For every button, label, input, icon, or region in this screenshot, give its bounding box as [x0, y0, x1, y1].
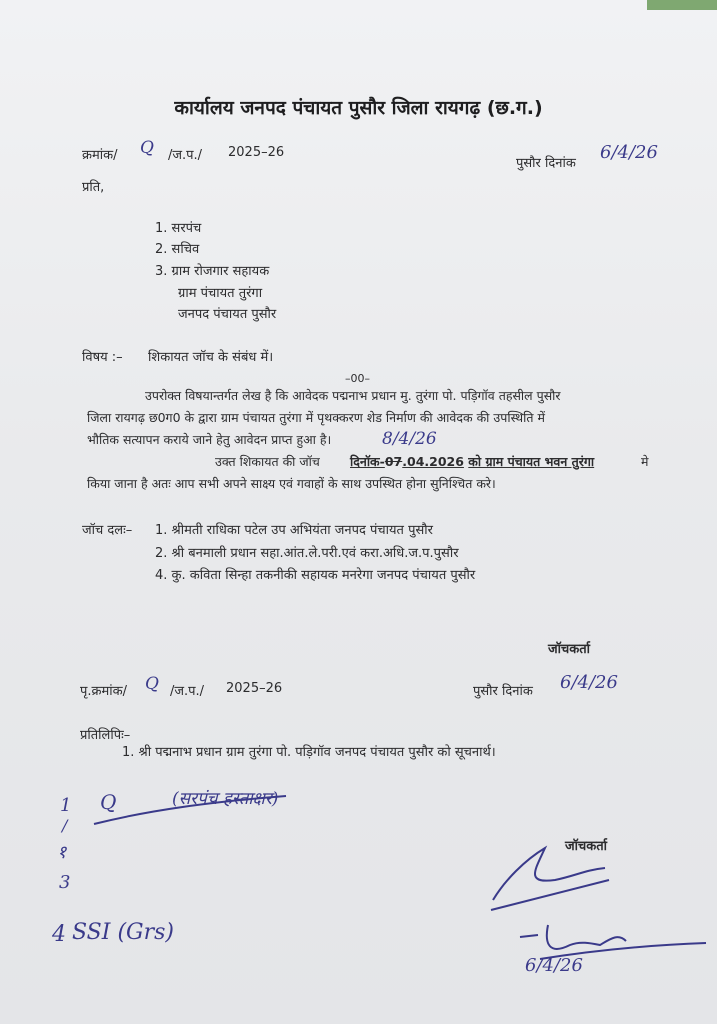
subject-label: विषय :– [82, 350, 123, 365]
endorse-date-handwritten: 6/4/26 [560, 672, 618, 693]
hw-mark-q: Q [100, 790, 117, 814]
recipient-3: 3. ग्राम रोजगार सहायक [155, 264, 270, 279]
office-title: कार्यालय जनपद पंचायत पुसौर जिला रायगढ़ (छ.ग.) [174, 97, 543, 119]
hw-note-ssi: SSI (Grs) [72, 920, 174, 945]
hw-note-sarpanch: (सरपंच हस्ताक्षर) [172, 789, 279, 809]
date-rest: .04.2026 [402, 454, 464, 469]
hw-slash: / [62, 816, 68, 835]
team-label: जॉच दलः– [82, 523, 133, 538]
background-corner [647, 0, 717, 10]
endorse-ref-number-handwritten: Q [145, 674, 159, 694]
body-line-3: भौतिक सत्यापन कराये जाने हेतु आवेदन प्राप्त हुआ है। [87, 432, 332, 447]
team-member-3: 4. कु. कविता सिन्हा तकनीकी सहायक मनरेगा जनपद पंचायत पुसौर [155, 568, 476, 583]
hw-number-4: 4 [52, 922, 66, 947]
recipient-2: 2. सचिव [155, 242, 200, 257]
body-line-4-start: उक्त शिकायत की जॉच [215, 454, 320, 469]
to-label: प्रति, [82, 180, 105, 195]
body-line-1: उपरोक्त विषयान्तर्गत लेख है कि आवेदक पद्मनाभ प्रधान मु. तुरंगा पो. पड़िगॉव तहसील पुसौर [145, 388, 561, 403]
ref-number-handwritten: Q [140, 138, 154, 158]
struck-day: 07 [384, 454, 403, 469]
venue: को ग्राम पंचायत भवन तुरंगा [468, 454, 595, 469]
body-date-handwritten: 8/4/26 [382, 429, 437, 449]
team-member-2: 2. श्री बनमाली प्रधान सहा.आंत.ले.परी.एवं करा.अधि.ज.प.पुसौर [155, 546, 459, 561]
copy-item-1: 1. श्री पद्मनाभ प्रधान ग्राम तुरंगा पो. पड़िगॉव जनपद पंचायत पुसौर को सूचनार्थ। [122, 745, 496, 760]
ref-middle: /ज.प./ [168, 148, 203, 163]
recipient-1: 1. सरपंच [155, 221, 202, 236]
ref-year: 2025–26 [228, 145, 285, 160]
place-date-label: पुसौर दिनांक [516, 156, 576, 171]
recipient-village: ग्राम पंचायत तुरंगा [178, 286, 263, 301]
signature-1 [485, 840, 615, 920]
body-line-5: किया जाना है अतः आप सभी अपने साक्ष्य एवं गवाहों के साथ उपस्थित होना सुनिश्चित करे। [87, 476, 496, 491]
signature-date-handwritten: 6/4/26 [525, 955, 583, 976]
inspector-label: जॉचकर्ता [548, 642, 591, 657]
team-member-1: 1. श्रीमती राधिका पटेल उप अभियंता जनपद पंचायत पुसौर [155, 523, 433, 538]
inspection-date [350, 451, 594, 473]
endorse-ref-prefix: पृ.क्रमांक/ [80, 684, 128, 699]
copy-label: प्रतिलिपिः– [80, 728, 131, 743]
subject-text: शिकायत जॉच के संबंध में। [148, 350, 274, 365]
endorse-ref-year: 2025–26 [226, 681, 283, 696]
endorse-place-date-label: पुसौर दिनांक [473, 684, 533, 699]
recipient-janpad: जनपद पंचायत पुसौर [178, 307, 277, 322]
hw-underline-stroke [90, 790, 290, 830]
separator: –00– [345, 372, 370, 385]
body-line-4-end: मे [641, 454, 649, 469]
hw-number-3: 3 [59, 872, 71, 893]
date-label: दिनॉक- [350, 454, 385, 469]
inspector-label-2: जॉचकर्ता [565, 839, 608, 854]
ref-prefix: क्रमांक/ [82, 148, 118, 163]
hw-number-1: 1 [60, 795, 72, 816]
hw-number-2: १ [57, 842, 67, 863]
endorse-ref-middle: /ज.प./ [170, 684, 205, 699]
body-line-2: जिला रायगढ़ छ0ग0 के द्वारा ग्राम पंचायत तुरंगा में पृथक्करण शेड निर्माण की आवेदक की उपस्थिति में [87, 410, 545, 425]
date-handwritten: 6/4/26 [600, 142, 658, 163]
